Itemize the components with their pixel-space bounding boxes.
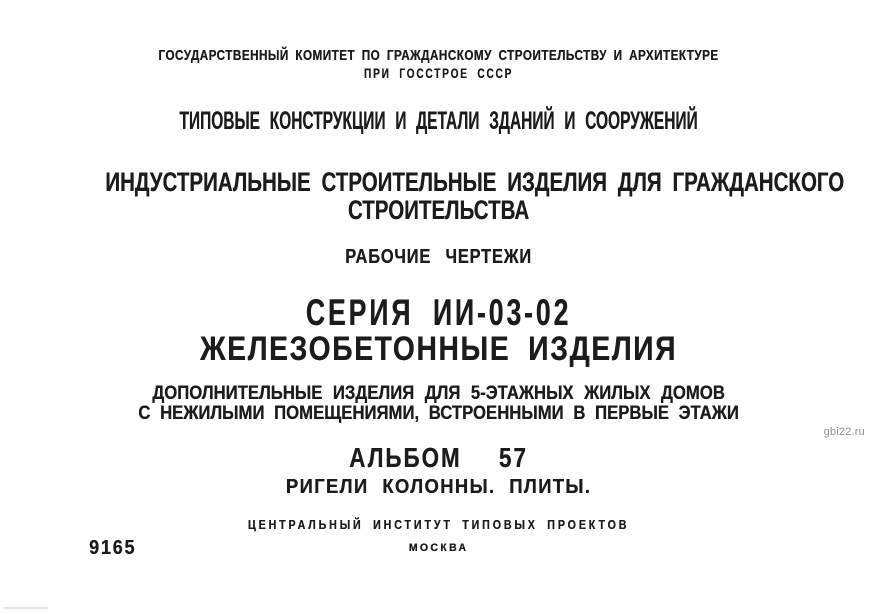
scan-artifact-mark [4, 607, 48, 609]
description-line1: ДОПОЛНИТЕЛЬНЫЕ ИЗДЕЛИЯ ДЛЯ 5-ЭТАЖНЫХ ЖИЛЫХ ДОМОВ [152, 383, 725, 404]
description-line2: С НЕЖИЛЫМИ ПОМЕЩЕНИЯМИ, ВСТРОЕННЫМИ В ПЕРВЫЕ ЭТАЖИ [138, 403, 739, 424]
site-watermark: gbi22.ru [823, 426, 865, 438]
subject-line2: СТРОИТЕЛЬСТВА [347, 195, 530, 225]
city-line: МОСКВА [408, 542, 469, 554]
org-gosstroy-line: ПРИ ГОССТРОЕ СССР [363, 65, 514, 81]
subject-line1: ИНДУСТРИАЛЬНЫЕ СТРОИТЕЛЬНЫЕ ИЗДЕЛИЯ ДЛЯ ГРАЖДАНСКОГО [105, 167, 845, 197]
series-heading: ТИПОВЫЕ КОНСТРУКЦИИ И ДЕТАЛИ ЗДАНИЙ И СООРУЖЕНИЙ [179, 107, 698, 135]
album-contents: РИГЕЛИ КОЛОННЫ. ПЛИТЫ. [285, 476, 592, 498]
album-number: АЛЬБОМ 57 [349, 442, 528, 473]
main-title-series: СЕРИЯ ИИ-03-02 [305, 292, 572, 333]
org-committee-line: ГОСУДАРСТВЕННЫЙ КОМИТЕТ ПО ГРАЖДАНСКОМУ СТРОИТЕЛЬСТВУ И АРХИТЕКТУРЕ [158, 47, 719, 64]
main-title-products: ЖЕЛЕЗОБЕТОННЫЕ ИЗДЕЛИЯ [199, 330, 678, 368]
doc-type-label: РАБОЧИЕ ЧЕРТЕЖИ [345, 246, 532, 268]
document-code: 9165 [89, 537, 137, 559]
publisher-line: ЦЕНТРАЛЬНЫЙ ИНСТИТУТ ТИПОВЫХ ПРОЕКТОВ [247, 517, 630, 532]
